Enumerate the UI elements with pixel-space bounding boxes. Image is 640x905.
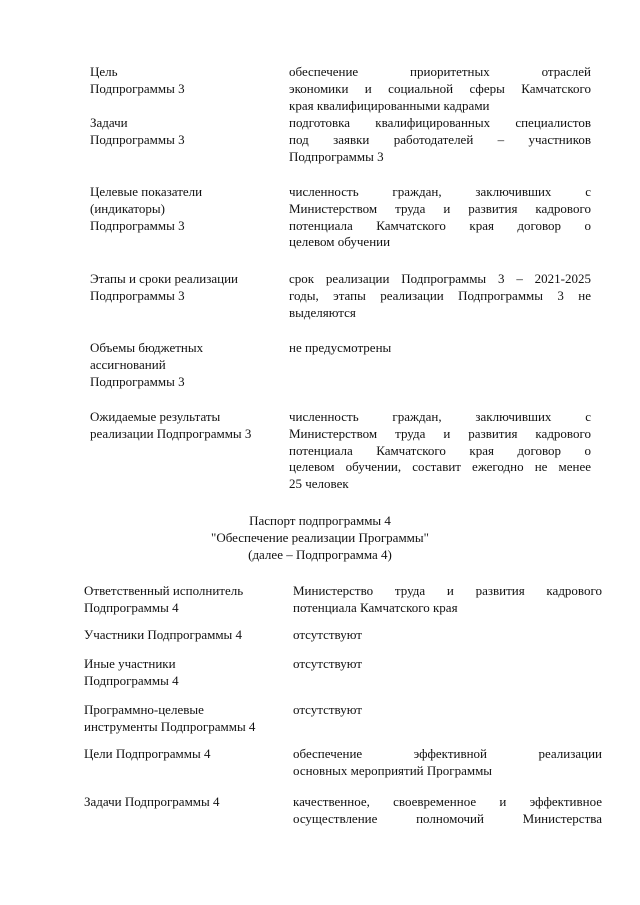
row-value bbox=[293, 746, 602, 780]
row-value bbox=[289, 271, 591, 321]
row-value bbox=[289, 64, 591, 114]
row-label bbox=[84, 583, 243, 617]
label-line: (индикаторы) bbox=[90, 200, 165, 216]
value-line: основных мероприятий Программы bbox=[293, 762, 493, 778]
label-line: Подпрограммы 4 bbox=[84, 672, 179, 688]
title-line: (далее – Подпрограмма 4) bbox=[248, 547, 392, 562]
label-line: Цели Подпрограммы 4 bbox=[84, 746, 211, 761]
value-line: осуществление полномочий Министерства bbox=[293, 810, 602, 826]
value-line: обеспечение эффективной реализации bbox=[293, 746, 602, 761]
label-line: реализации Подпрограммы 3 bbox=[90, 425, 252, 441]
label-line: Ожидаемые результаты bbox=[90, 409, 221, 424]
label-line: Подпрограммы 3 bbox=[90, 217, 185, 233]
value-line: целевом обучении bbox=[289, 234, 391, 250]
row-value bbox=[289, 340, 591, 357]
label-line: Этапы и сроки реализации bbox=[90, 271, 238, 286]
row-value bbox=[289, 115, 591, 165]
value-line: подготовка квалифицированных специалистов bbox=[289, 115, 591, 130]
value-line: под заявки работодателей – участников bbox=[289, 131, 591, 147]
row-value bbox=[293, 627, 602, 644]
label-line: Подпрограммы 3 bbox=[90, 131, 185, 147]
label-line: Программно-целевые bbox=[84, 702, 204, 717]
value-line: отсутствуют bbox=[293, 702, 362, 717]
value-line: потенциала Камчатского края договор о bbox=[289, 442, 591, 458]
title-line: Паспорт подпрограммы 4 bbox=[249, 513, 391, 528]
value-line: качественное, своевременное и эффективное bbox=[293, 794, 602, 809]
row-label bbox=[90, 184, 202, 234]
row-value bbox=[293, 656, 602, 673]
value-line: численность граждан, заключивших с bbox=[289, 409, 591, 424]
row-value bbox=[289, 409, 591, 493]
row-label bbox=[90, 271, 238, 305]
row-value bbox=[293, 702, 602, 719]
value-line: Министерство труда и развития кадрового bbox=[293, 583, 602, 598]
label-line: Подпрограммы 3 bbox=[90, 80, 185, 96]
value-line: Министерством труда и развития кадрового bbox=[289, 200, 591, 216]
value-line: обеспечение приоритетных отраслей bbox=[289, 64, 591, 79]
label-line: Цель bbox=[90, 64, 118, 79]
value-line: 25 человек bbox=[289, 476, 349, 492]
label-line: ассигнований bbox=[90, 356, 166, 372]
value-line: выделяются bbox=[289, 304, 356, 320]
row-label bbox=[90, 115, 185, 149]
label-line: Ответственный исполнитель bbox=[84, 583, 244, 598]
label-line: Задачи bbox=[90, 115, 128, 130]
value-line: срок реализации Подпрограммы 3 – 2021-2025 bbox=[289, 271, 591, 286]
value-line: целевом обучении, составит ежегодно не менее bbox=[289, 459, 591, 475]
label-line: Подпрограммы 4 bbox=[84, 599, 179, 615]
row-label bbox=[84, 746, 210, 763]
label-line: Объемы бюджетных bbox=[90, 340, 204, 355]
title-line: "Обеспечение реализации Программы" bbox=[211, 530, 429, 545]
label-line: Подпрограммы 3 bbox=[90, 373, 185, 389]
row-value bbox=[293, 794, 602, 828]
label-line: Целевые показатели bbox=[90, 184, 203, 199]
label-line: Иные участники bbox=[84, 656, 176, 671]
value-line: Министерством труда и развития кадрового bbox=[289, 425, 591, 441]
row-label bbox=[84, 794, 220, 811]
row-label bbox=[90, 64, 185, 98]
value-line: отсутствуют bbox=[293, 656, 362, 671]
value-line: потенциала Камчатского края договор о bbox=[289, 217, 591, 233]
row-label bbox=[90, 409, 251, 443]
value-line: годы, этапы реализации Подпрограммы 3 не bbox=[289, 287, 591, 303]
row-label bbox=[84, 702, 255, 736]
label-line: Задачи Подпрограммы 4 bbox=[84, 794, 220, 809]
value-line: не предусмотрены bbox=[289, 340, 392, 355]
row-value bbox=[289, 184, 591, 251]
label-line: Участники Подпрограммы 4 bbox=[84, 627, 243, 642]
row-value bbox=[293, 583, 602, 617]
row-label bbox=[90, 340, 203, 390]
row-label bbox=[84, 627, 242, 644]
label-line: инструменты Подпрограммы 4 bbox=[84, 718, 256, 734]
value-line: численность граждан, заключивших с bbox=[289, 184, 591, 199]
value-line: потенциала Камчатского края bbox=[293, 599, 458, 615]
value-line: Подпрограммы 3 bbox=[289, 148, 384, 164]
row-label bbox=[84, 656, 179, 690]
label-line: Подпрограммы 3 bbox=[90, 287, 185, 303]
value-line: отсутствуют bbox=[293, 627, 362, 642]
value-line: экономики и социальной сферы Камчатского bbox=[289, 80, 591, 96]
value-line: края квалифицированными кадрами bbox=[289, 97, 490, 113]
